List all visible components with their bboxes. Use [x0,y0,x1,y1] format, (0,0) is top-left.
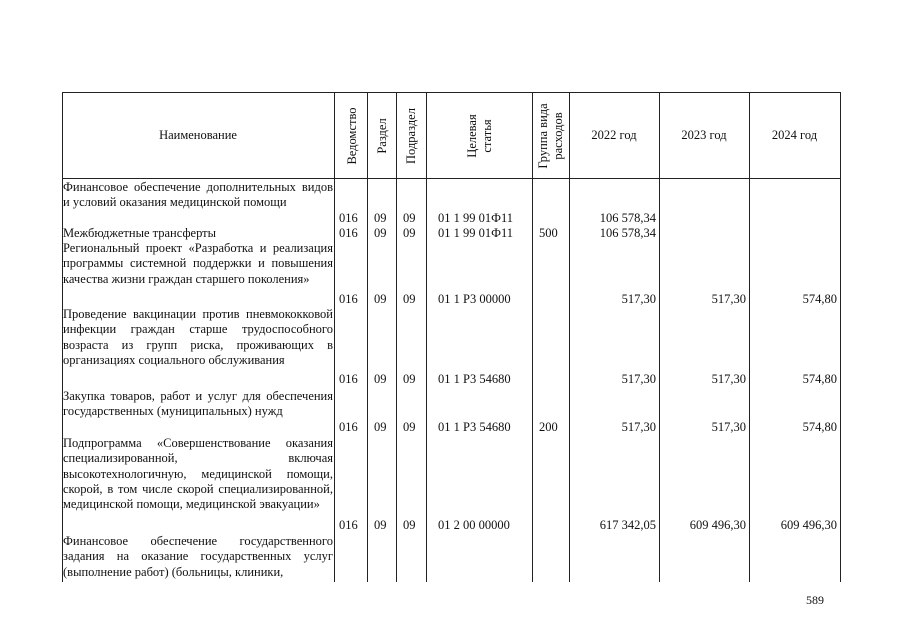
header-name: Наименование [159,128,237,142]
row-razdel: 09 [374,420,387,434]
row-podrazdel: 09 [403,292,416,306]
row-2023: 517,30 [711,372,746,386]
header-2023: 2023 год [681,128,727,142]
row-ved: 016 [339,211,358,225]
row-cs: 01 2 00 00000 [438,518,510,532]
row-2023: 517,30 [711,420,746,434]
col-border [396,92,397,582]
row-podrazdel: 09 [403,226,416,240]
row-2024: 574,80 [802,420,837,434]
row-2022: 517,30 [621,420,656,434]
row-cs: 01 1 99 01Ф11 [438,211,514,225]
row-2022: 517,30 [621,292,656,306]
row-2024: 609 496,30 [780,518,837,532]
row-podrazdel: 09 [403,518,416,532]
row-cs: 01 1 99 01Ф11 [438,226,514,240]
row-ved: 016 [339,226,358,240]
row-razdel: 09 [374,211,387,225]
row-name: Подпрограмма «Совершенствование оказания специализированной, включая высокотехнологичную, медицинской помощи, скорой, в том числе скорой специализированной, медицинской помощи, медицинской эвакуации» [63,436,333,512]
row-razdel: 09 [374,372,387,386]
col-border [569,92,570,582]
row-name: Финансовое обеспечение государственного задания на оказание государственных услуг (выполнение работ) (больницы, клиники, [63,534,333,579]
row-name: Финансовое обеспечение дополнительных видов и условий оказания медицинской помощи [63,180,333,210]
row-2024: 574,80 [802,292,837,306]
budget-table [62,92,841,582]
row-ved: 016 [339,518,358,532]
row-2022: 517,30 [621,372,656,386]
col-border [334,92,335,582]
col-border [532,92,533,582]
row-name: Межбюджетные трансферты [63,226,217,240]
row-2022: 617 342,05 [599,518,656,532]
page-number: 589 [806,593,824,607]
row-2023: 609 496,30 [689,518,746,532]
row-vr: 200 [539,420,558,434]
col-border [367,92,368,582]
col-border [749,92,750,582]
row-ved: 016 [339,420,358,434]
row-razdel: 09 [374,292,387,306]
header-gruppa-line2: расходов [551,112,565,160]
row-2024: 574,80 [802,372,837,386]
row-cs: 01 1 P3 54680 [438,420,511,434]
row-name: Проведение вакцинации против пневмококковой инфекции граждан старше трудоспособного возраста из групп риска, проживающих в организациях социального обслуживания [63,307,333,367]
row-2022: 106 578,34 [599,211,656,225]
col-border [426,92,427,582]
row-razdel: 09 [374,226,387,240]
row-2023: 517,30 [711,292,746,306]
row-cs: 01 1 P3 00000 [438,292,511,306]
header-2022: 2022 год [591,128,637,142]
header-celevaya-line1: Целевая [465,114,479,158]
row-2022: 106 578,34 [599,226,656,240]
row-razdel: 09 [374,518,387,532]
col-border [659,92,660,582]
header-podrazdel: Подраздел [404,108,418,164]
row-podrazdel: 09 [403,211,416,225]
row-ved: 016 [339,372,358,386]
col-border [840,92,841,582]
header-gruppa-line1: Группа вида [536,103,550,169]
row-name: Региональный проект «Разработка и реализация программы системной поддержки и повышения качества жизни граждан старшего поколения» [63,241,333,286]
row-ved: 016 [339,292,358,306]
row-cs: 01 1 P3 54680 [438,372,511,386]
row-vr: 500 [539,226,558,240]
row-name: Закупка товаров, работ и услуг для обеспечения государственных (муниципальных) нужд [63,389,333,419]
header-razdel: Раздел [375,118,389,154]
header-vedomstvo: Ведомство [345,107,359,165]
row-podrazdel: 09 [403,372,416,386]
header-2024: 2024 год [771,128,818,142]
row-podrazdel: 09 [403,420,416,434]
header-celevaya-line2: статья [480,119,494,153]
